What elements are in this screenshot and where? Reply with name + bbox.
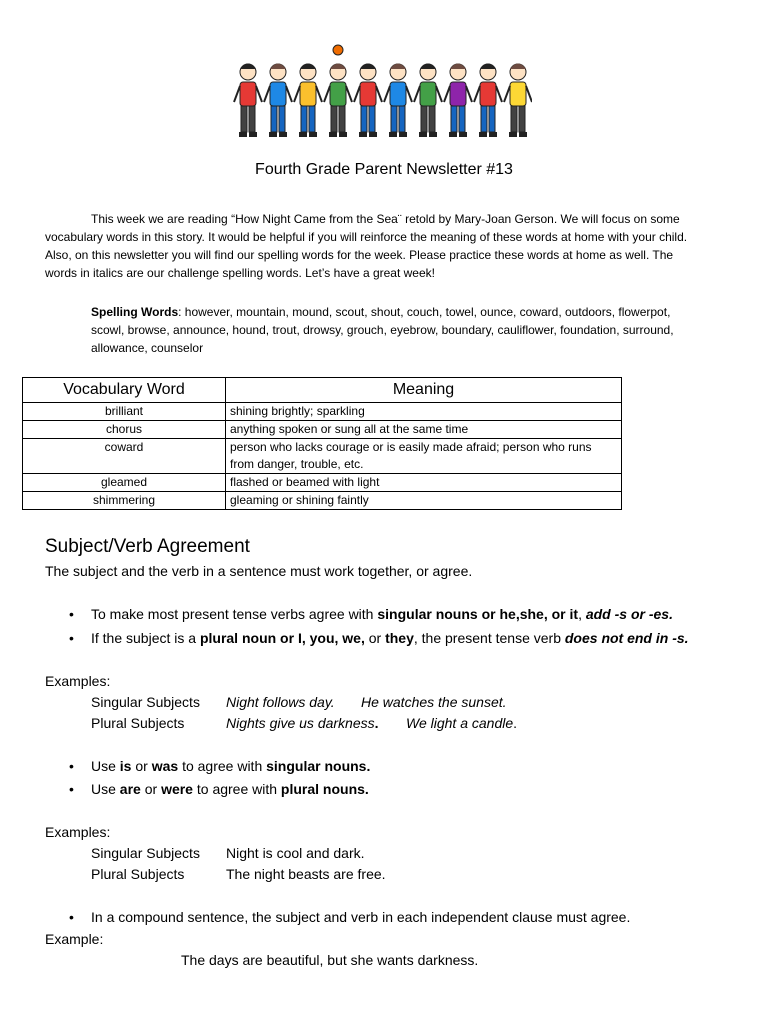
examples-label: Examples: <box>45 824 111 840</box>
rule-bullet: • To make most present tense verbs agree with singular nouns or he,she, or it, add -s or -es. <box>91 604 673 624</box>
intro-line: vocabulary words in this story. It would be helpful if you will reinforce the meaning of these words at home with your child. <box>45 230 688 244</box>
child-figure <box>414 64 442 138</box>
intro-line: words in italics are our challenge spelling words. Let’s have a great week! <box>45 266 435 280</box>
child-figure <box>234 64 262 138</box>
table-row <box>23 439 622 474</box>
child-figure <box>384 64 412 138</box>
example-sentence: The days are beautiful, but she wants darkness. <box>181 952 479 968</box>
section-intro: The subject and the verb in a sentence must work together, or agree. <box>45 563 473 579</box>
example-sentence: Night follows day. <box>226 694 335 710</box>
vocab-word-header: Vocabulary Word <box>23 378 226 403</box>
example-label: Singular Subjects <box>91 845 200 861</box>
spelling-list: : however, mountain, mound, scout, shout, couch, towel, ounce, coward, outdoors, flowerpot, scowl, browse, announce, hound, trout, drowsy, grouch, eyebrow, boundary, cauliflower, foundation, surround, allowance, counselor <box>91 305 674 355</box>
vocab-meaning-header: Meaning <box>226 378 622 403</box>
vocab-word: coward <box>23 439 226 474</box>
vocab-meaning: person who lacks courage or is easily made afraid; person who runs from danger, trouble, etc. <box>226 439 622 474</box>
vocab-word: shimmering <box>23 492 226 510</box>
rule-bullet: • If the subject is a plural noun or I, you, we, or they, the present tense verb does not end in -s. <box>91 628 689 648</box>
rule-bullet: • Use are or were to agree with plural nouns. <box>91 779 369 799</box>
table-row <box>23 421 622 439</box>
vocab-meaning: gleaming or shining faintly <box>226 492 622 510</box>
section-heading: Subject/Verb Agreement <box>45 536 250 557</box>
vocab-meaning: anything spoken or sung all at the same time <box>226 421 622 439</box>
table-row <box>23 492 622 510</box>
child-figure <box>264 64 292 138</box>
newsletter-title: Fourth Grade Parent Newsletter #13 <box>255 161 513 178</box>
example-label: Singular Subjects <box>91 694 200 710</box>
child-figure <box>294 64 322 138</box>
spelling-label: Spelling Words <box>91 305 179 319</box>
child-figure <box>504 64 532 138</box>
vocab-word: gleamed <box>23 474 226 492</box>
child-figure <box>474 64 502 138</box>
intro-line: Also, on this newsletter you will find our spelling words for the week. Please practice these words at home as well. The <box>45 248 674 262</box>
example-sentence: He watches the sunset. <box>361 694 507 710</box>
intro-line: This week we are reading “How Night Came from the Sea¨ retold by Mary-Joan Gerson. We will focus on some <box>91 212 680 226</box>
vocab-meaning: flashed or beamed with light <box>226 474 622 492</box>
example-sentence: The night beasts are free. <box>226 866 386 882</box>
example-sentence: We light a candle. <box>406 715 518 731</box>
example-label: Plural Subjects <box>91 715 185 731</box>
rule-bullet: • Use is or was to agree with singular nouns. <box>91 756 370 776</box>
example-label: Example: <box>45 931 104 947</box>
child-figure <box>354 64 382 138</box>
vocabulary-table <box>22 377 622 510</box>
vocab-word: chorus <box>23 421 226 439</box>
table-row <box>23 474 622 492</box>
example-label: Plural Subjects <box>91 866 185 882</box>
vocab-meaning: shining brightly; sparkling <box>226 403 622 421</box>
ball-icon <box>333 45 343 55</box>
children-clipart <box>232 42 532 144</box>
vocab-word: brilliant <box>23 403 226 421</box>
child-figure <box>324 64 352 138</box>
spelling-words <box>91 303 701 357</box>
rule-bullet: • In a compound sentence, the subject and verb in each independent clause must agree. <box>91 907 630 927</box>
examples-label: Examples: <box>45 673 111 689</box>
table-row <box>23 403 622 421</box>
example-sentence: Night is cool and dark. <box>226 845 365 861</box>
intro-paragraph <box>45 210 715 282</box>
example-sentence: Nights give us darkness. <box>226 715 379 731</box>
child-figure <box>444 64 472 138</box>
